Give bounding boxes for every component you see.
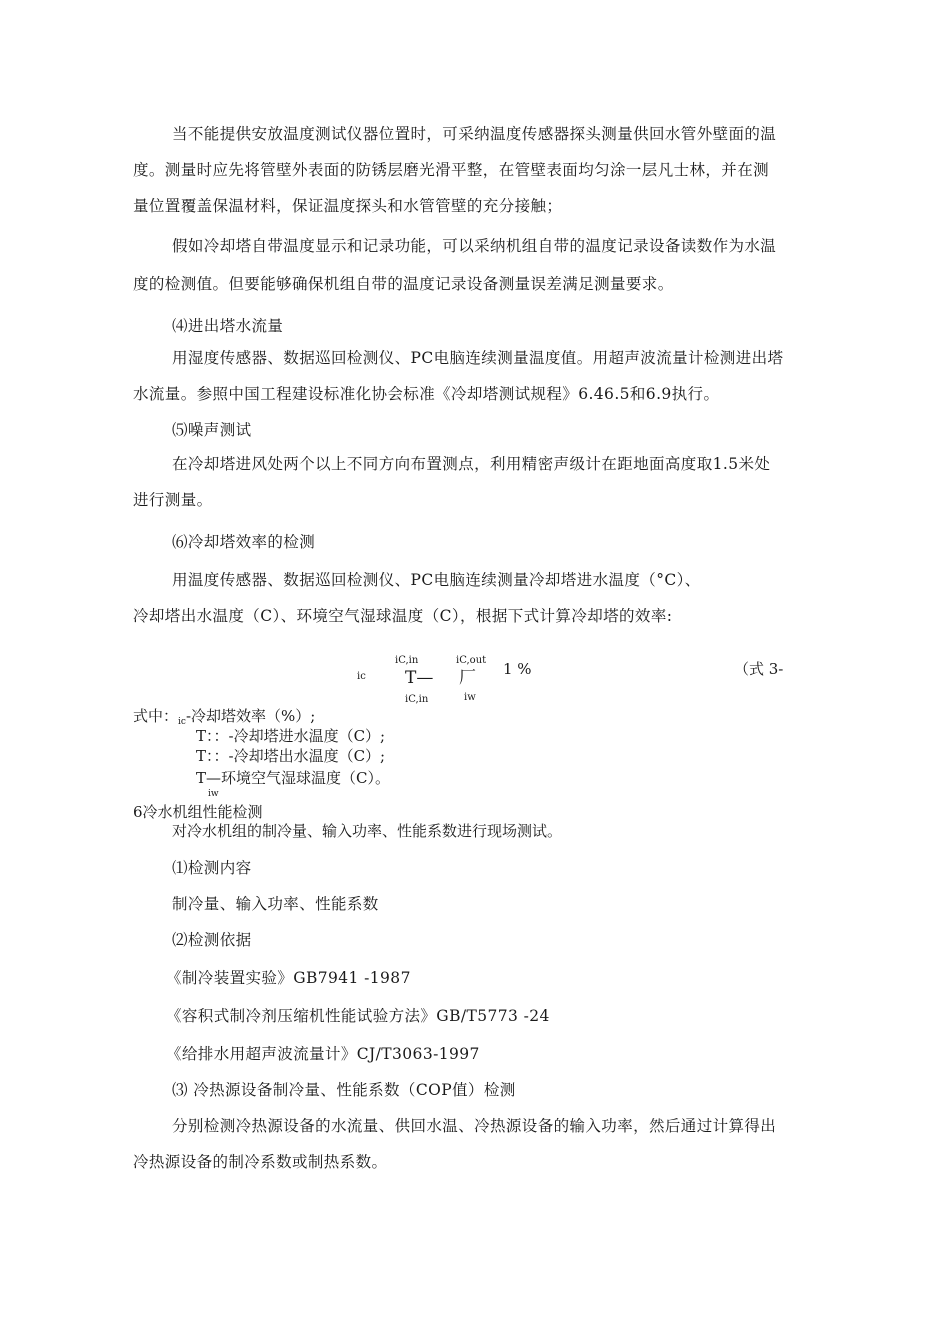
section-title: 6冷水机组性能检测 — [133, 803, 263, 821]
legend-intro-label: 式中： — [133, 707, 179, 725]
equation-label: （式 3- — [734, 660, 784, 678]
paragraph-line: 当不能提供安放温度测试仪器位置时，可采纳温度传感器探头测量供回水管外壁面的温 — [172, 125, 777, 143]
legend-subscript: iw — [208, 789, 219, 799]
formula-subscript: ic — [357, 671, 366, 682]
paragraph-line: 进行测量。 — [133, 491, 213, 509]
section-heading: ⑷进出塔水流量 — [172, 317, 284, 335]
paragraph-line: 度。测量时应先将管壁外表面的防锈层磨光滑平整，在管壁表面均匀涂一层凡士林，并在测 — [133, 161, 770, 179]
section-heading: ⑹冷却塔效率的检测 — [172, 533, 316, 551]
formula-glyph: 厂 — [459, 668, 476, 688]
paragraph-line: 用湿度传感器、数据巡回检测仪、PC电脑连续测量温度值。用超声波流量计检测进出塔 — [172, 349, 784, 367]
reference-item: 《给排水用超声波流量计》CJ/T3063-1997 — [166, 1045, 480, 1063]
formula-main-term: T— — [405, 668, 434, 688]
section-heading: ⑶ 冷热源设备制冷量、性能系数（COP值）检测 — [172, 1081, 516, 1099]
reference-item: 《制冷装置实验》GB7941 -1987 — [166, 969, 411, 987]
reference-item: 《容积式制冷剂压缩机性能试验方法》GB/T5773 -24 — [166, 1007, 550, 1025]
paragraph-line: 度的检测值。但要能够确保机组自带的温度记录设备测量误差满足测量要求。 — [133, 275, 674, 293]
legend-intro-text: -冷却塔效率（%）; — [185, 707, 316, 725]
section-heading: ⑵检测依据 — [172, 931, 252, 949]
section-heading: ⑴检测内容 — [172, 859, 252, 877]
paragraph-line: 制冷量、输入功率、性能系数 — [172, 895, 379, 913]
formula-superscript: iC,in — [395, 655, 419, 666]
paragraph-line: 冷却塔出水温度（C）、环境空气湿球温度（C），根据下式计算冷却塔的效率: — [133, 607, 673, 625]
legend-line: T—环境空气湿球温度（C）。 — [196, 769, 390, 787]
formula-subscript: iw — [464, 692, 476, 703]
paragraph-line: 对冷水机组的制冷量、输入功率、性能系数进行现场测试。 — [172, 822, 563, 840]
paragraph-line: 在冷却塔进风处两个以上不同方向布置测点，利用精密声级计在距地面高度取1.5米处 — [172, 455, 771, 473]
paragraph-line: 水流量。参照中国工程建设标准化协会标准《冷却塔测试规程》6.46.5和6.9执行。 — [133, 385, 720, 403]
paragraph-line: 假如冷却塔自带温度显示和记录功能，可以采纳机组自带的温度记录设备读数作为水温 — [172, 237, 777, 255]
legend-line: T：：-冷却塔出水温度（C）; — [196, 747, 386, 765]
formula-superscript: iC,out — [456, 655, 487, 666]
paragraph-line: 量位置覆盖保温材料，保证温度探头和水管管壁的充分接触； — [133, 197, 563, 215]
paragraph-line: 分别检测冷热源设备的水流量、供回水温、冷热源设备的输入功率，然后通过计算得出 — [172, 1117, 777, 1135]
legend-intro-subscript: ic — [178, 717, 186, 727]
paragraph-line: 用温度传感器、数据巡回检测仪、PC电脑连续测量冷却塔进水温度（°C）、 — [172, 571, 701, 589]
formula-percent: 1 % — [503, 660, 532, 678]
legend-line: T：：-冷却塔进水温度（C）; — [196, 727, 386, 745]
formula-subscript: iC,in — [405, 694, 429, 705]
paragraph-line: 冷热源设备的制冷系数或制热系数。 — [133, 1153, 388, 1171]
section-heading: ⑸噪声测试 — [172, 421, 252, 439]
